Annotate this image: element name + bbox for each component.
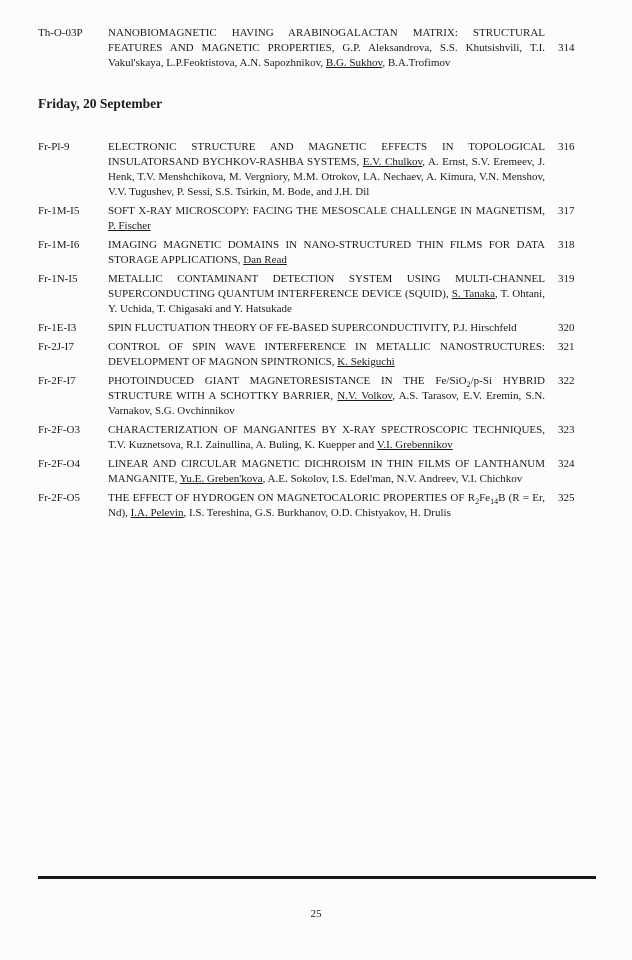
entry-page-number: 319 [558, 273, 575, 285]
entry-page-number: 325 [558, 492, 575, 504]
title-text: B (R = Er, Nd), [108, 492, 545, 519]
toc-entry [38, 140, 595, 200]
title-text: , A.S. Tarasov, E.V. Eremin, S.N. Varnakov, S.G. Ovchinnikov [108, 390, 546, 417]
title-text: PHOTOINDUCED GIANT MAGNETORESISTANCE IN THE Fe/SiO [108, 375, 467, 387]
entry-code: Fr-2J-I7 [38, 341, 74, 353]
entry-code: Fr-2F-O5 [38, 492, 80, 504]
entry-page-number: 322 [558, 375, 575, 387]
entry-title [108, 374, 545, 419]
entry-code: Fr-1E-I3 [38, 322, 77, 334]
entry-title [108, 238, 545, 268]
title-text: METALLIC CONTAMINANT DETECTION SYSTEM USING MULTI-CHANNEL SUPERCONDUCTING QUANTUM INTERFERENCE DEVICE (SQUID), [108, 273, 545, 300]
entry-title [108, 457, 545, 487]
title-text: , B.A.Trofimov [382, 57, 451, 69]
footer-rule [38, 876, 596, 879]
presenting-author: V.I. Grebennikov [376, 439, 453, 451]
title-text: LINEAR AND CIRCULAR MAGNETIC DICHROISM IN THIN FILMS OF LANTHANUM MANGANITE, [108, 458, 545, 485]
title-text: , I.S. Tereshina, G.S. Burkhanov, O.D. Chistyakov, H. Drulis [183, 507, 451, 519]
toc-entry [38, 238, 595, 268]
title-text: THE EFFECT OF HYDROGEN ON MAGNETOCALORIC PROPERTIES OF R [108, 492, 476, 504]
entry-code: Fr-2F-O3 [38, 424, 80, 436]
section-heading: Friday, 20 September [38, 96, 163, 111]
presenting-author: Dan Read [243, 254, 287, 266]
presenting-author: P. Fischer [108, 220, 151, 232]
title-text: SPIN FLUCTUATION THEORY OF FE-BASED SUPERCONDUCTIVITY, P.J. Hirschfeld [108, 322, 517, 334]
title-text: NANOBIOMAGNETIC HAVING ARABINOGALACTAN MATRIX: STRUCTURAL FEATURES AND MAGNETIC PROPERTIES, G.P. Aleksandrova, S.S. Khutsishvili, T.I. Vakul'skaya, L.P.Feoktistova, A.N. Sapozhnikov, [108, 27, 545, 69]
entry-page-number: 317 [558, 205, 575, 217]
pre-section-entries [38, 26, 595, 71]
title-text: CONTROL OF SPIN WAVE INTERFERENCE IN METALLIC NANOSTRUCTURES: DEVELOPMENT OF MAGNON SPINTRONICS, [108, 341, 545, 368]
presenting-author: N.V. Volkov [337, 390, 393, 402]
toc-entry [38, 491, 595, 521]
title-text: , A.E. Sokolov, I.S. Edel'man, N.V. Andreev, V.I. Chichkov [262, 473, 523, 485]
entry-page-number: 318 [558, 239, 575, 251]
entry-code: Fr-1N-I5 [38, 273, 78, 285]
toc-list [38, 26, 595, 525]
entry-title [108, 26, 545, 71]
entry-code: Fr-2F-I7 [38, 375, 76, 387]
entry-code: Fr-2F-O4 [38, 458, 80, 470]
toc-entry [38, 340, 595, 370]
entry-code: Fr-Pl-9 [38, 141, 70, 153]
title-text: CHARACTERIZATION OF MANGANITES BY X-RAY SPECTROSCOPIC TECHNIQUES, T.V. Kuznetsova, R.I. Zainullina, A. Buling, K. Kuepper and [108, 424, 545, 451]
entry-code: Th-O-03P [38, 27, 83, 39]
toc-entry [38, 457, 595, 487]
title-text: ELECTRONIC STRUCTURE AND MAGNETIC EFFECTS IN TOPOLOGICAL INSULATORSAND BYCHKOV-RASHBA SYSTEMS, [108, 141, 545, 168]
entry-title [108, 204, 545, 234]
toc-entry [38, 204, 595, 234]
entry-page-number: 314 [558, 42, 575, 54]
entry-title [108, 321, 545, 336]
entry-title [108, 491, 545, 521]
entry-code: Fr-1M-I5 [38, 205, 80, 217]
subscript-text: 2 [466, 380, 471, 390]
entry-page-number: 321 [558, 341, 575, 353]
subscript-text: 14 [490, 497, 499, 507]
entry-title [108, 272, 545, 317]
subscript-text: 2 [475, 497, 480, 507]
entry-code: Fr-1M-I6 [38, 239, 80, 251]
toc-entry [38, 321, 595, 336]
presenting-author: I.A. Pelevin [130, 507, 184, 519]
toc-entry [38, 374, 595, 419]
entry-title [108, 423, 545, 453]
title-text: IMAGING MAGNETIC DOMAINS IN NANO-STRUCTURED THIN FILMS FOR DATA STORAGE APPLICATIONS, [108, 239, 545, 266]
toc-entry [38, 272, 595, 317]
title-text: , T. Ohtani, Y. Uchida, T. Chigasaki and Y. Hatsukade [108, 288, 545, 315]
presenting-author: K. Sekiguchi [337, 356, 395, 368]
entry-page-number: 316 [558, 141, 575, 153]
title-text: /p-Si HYBRID STRUCTURE WITH A SCHOTTKY BARRIER, [108, 375, 545, 402]
entry-title [108, 340, 545, 370]
entry-title [108, 140, 545, 200]
title-text: SOFT X-RAY MICROSCOPY: FACING THE MESOSCALE CHALLENGE IN MAGNETISM, [108, 205, 545, 217]
page-number: 25 [310, 908, 322, 920]
entry-page-number: 324 [558, 458, 575, 470]
presenting-author: B.G. Sukhov [325, 57, 383, 69]
toc-entry [38, 26, 595, 71]
presenting-author: S. Tanaka [451, 288, 495, 300]
title-text: , A. Ernst, S.V. Eremeev, J. Henk, T.V. Menshchikova, M. Vergniory, M.M. Otrokov, I.A. Nechaev, A. Kimura, V.N. Menshov, V.V. Tugushev, P. Sessi, S.S. Tsirkin, M. Bode, and J.H. Dil [108, 156, 545, 198]
section-entries [38, 140, 595, 521]
entry-page-number: 323 [558, 424, 575, 436]
entry-page-number: 320 [558, 322, 575, 334]
presenting-author: Yu.E. Greben'kova [179, 473, 263, 485]
presenting-author: E.V. Chulkov [362, 156, 423, 168]
toc-entry [38, 423, 595, 453]
title-text: Fe [479, 492, 491, 504]
